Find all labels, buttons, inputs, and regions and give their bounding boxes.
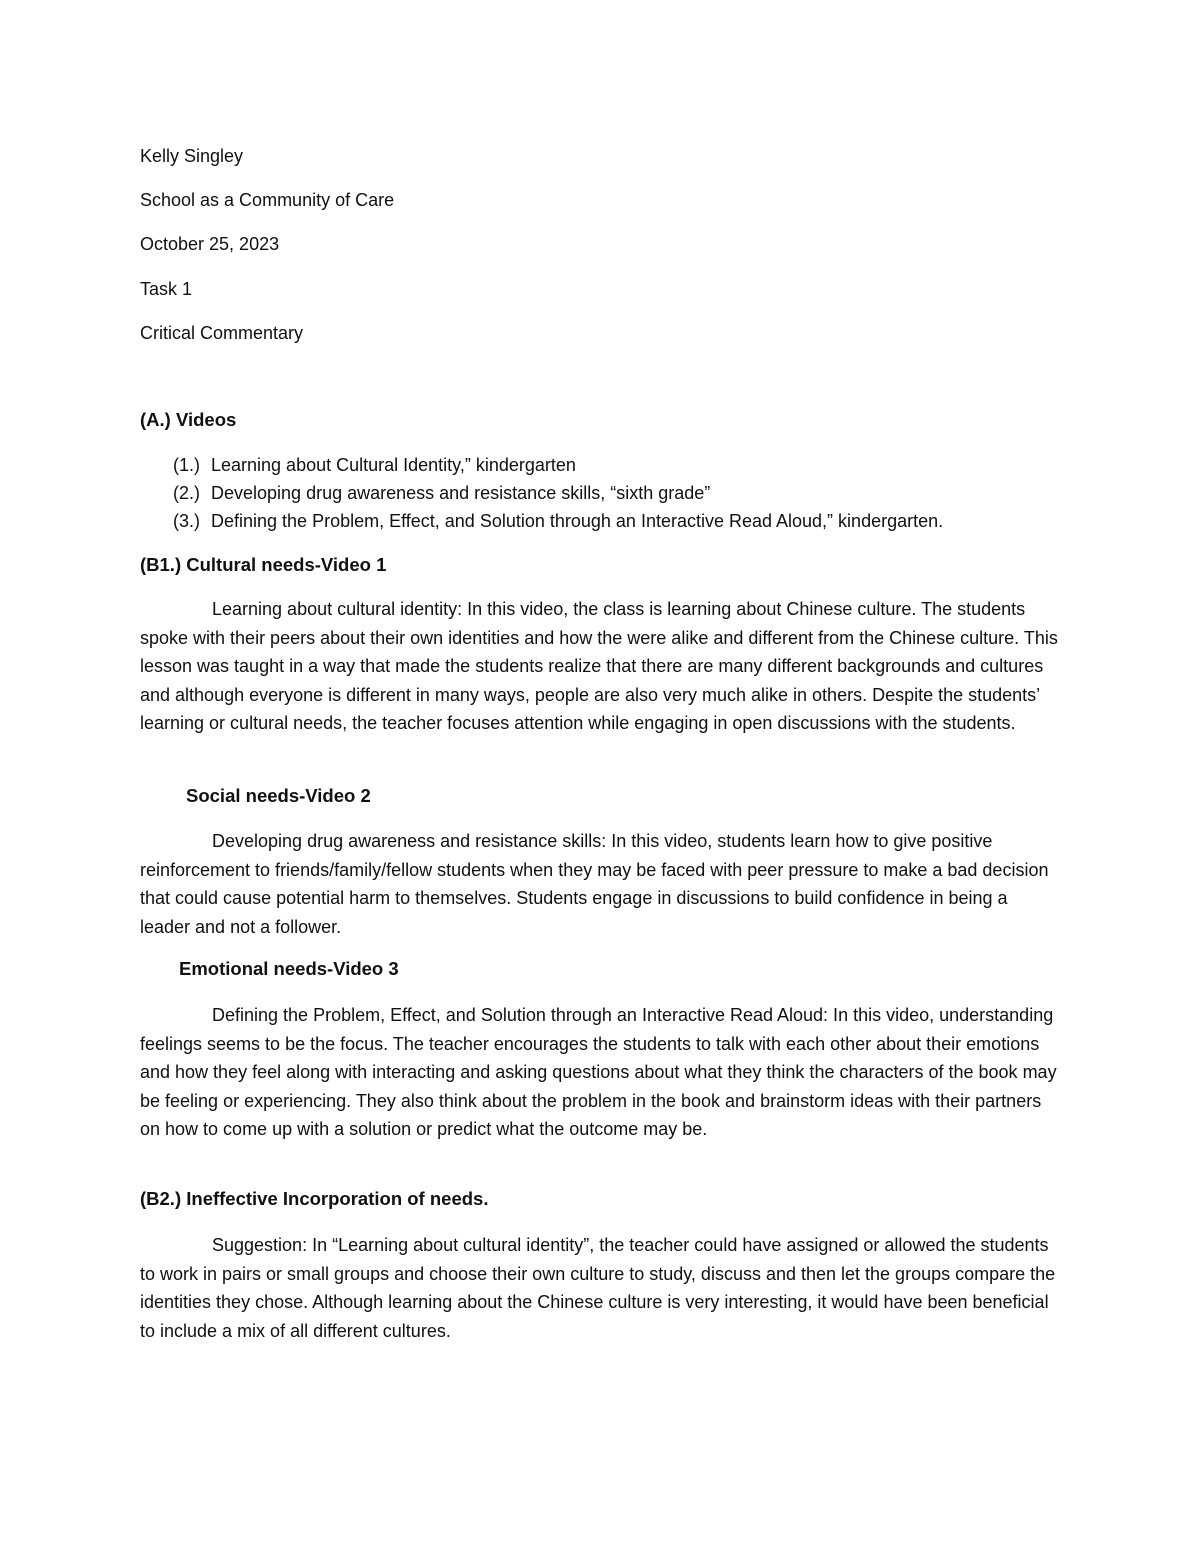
social-needs-text: Developing drug awareness and resistance skills: In this video, students learn how to give positive reinforcement to friends/family/fellow students when they may be faced with peer pressure to make a bad decision that could cause potential harm to themselves. Students engage in discussions to build confidence in being a leader and not a follower. — [140, 831, 1049, 937]
list-item-number: (1.) — [173, 455, 200, 475]
emotional-needs-text: Defining the Problem, Effect, and Solution through an Interactive Read Aloud: In this video, understanding feelings seems to be the focus. The teacher encourages the students to talk with each other about their emotions and how they feel along with interacting and asking questions about what they think the characters of the book may be feeling or experiencing. They also think about the problem in the book and brainstorm ideas with their partners on how to come up with a solution or predict what the outcome may be. — [140, 1005, 1057, 1140]
list-item-text: Developing drug awareness and resistance skills, “sixth grade” — [211, 483, 711, 503]
section-b2-heading: (B2.) Ineffective Incorporation of needs. — [140, 1188, 489, 1209]
list-item-text: Learning about Cultural Identity,” kindergarten — [211, 455, 576, 475]
social-needs-heading: Social needs-Video 2 — [186, 785, 371, 806]
section-b2-text: Suggestion: In “Learning about cultural identity”, the teacher could have assigned or allowed the students to work in pairs or small groups and choose their own culture to study, discuss and then let the groups compare the identities they chose. Although learning about the Chinese culture is very interesting, it would have been beneficial to include a mix of all different cultures. — [140, 1235, 1056, 1341]
section-b2-paragraph — [140, 1231, 1060, 1345]
list-item-text: Defining the Problem, Effect, and Solution through an Interactive Read Aloud,” kindergarten. — [211, 511, 944, 531]
section-a-heading: (A.) Videos — [140, 409, 237, 430]
list-item — [173, 452, 576, 478]
emotional-needs-heading: Emotional needs-Video 3 — [179, 958, 399, 979]
section-b1-heading: (B1.) Cultural needs-Video 1 — [140, 554, 387, 575]
document-date: October 25, 2023 — [140, 234, 280, 254]
author-name: Kelly Singley — [140, 146, 244, 166]
list-item-number: (2.) — [173, 483, 200, 503]
emotional-needs-paragraph — [140, 1001, 1060, 1144]
course-name: School as a Community of Care — [140, 190, 395, 210]
list-item-number: (3.) — [173, 511, 200, 531]
list-item — [173, 480, 710, 506]
list-item — [173, 508, 943, 534]
assignment-title: Critical Commentary — [140, 323, 304, 343]
section-b1-paragraph — [140, 595, 1060, 738]
section-b1-text: Learning about cultural identity: In this video, the class is learning about Chinese culture. The students spoke with their peers about their own identities and how the were alike and different from the Chinese culture. This lesson was taught in a way that made the students realize that there are many different backgrounds and cultures and although everyone is different in many ways, people are also very much alike in others. Despite the students’ learning or cultural needs, the teacher focuses attention while engaging in open discussions with the students. — [140, 599, 1058, 734]
social-needs-paragraph — [140, 827, 1060, 941]
task-label: Task 1 — [140, 279, 193, 299]
